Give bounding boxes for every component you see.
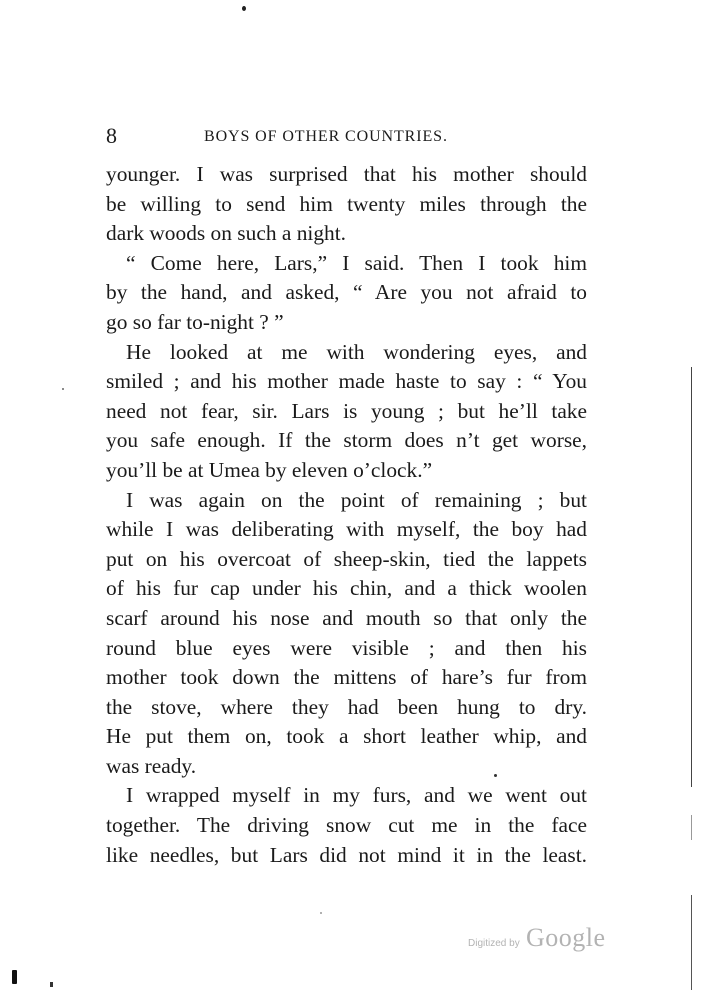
text-line: you safe enough. If the storm does n’t get worse, bbox=[106, 428, 587, 453]
text-line: I was again on the point of remaining ; but bbox=[126, 487, 587, 512]
scan-edge-line bbox=[691, 895, 692, 990]
ink-speck bbox=[62, 388, 64, 390]
text-line: smiled ; and his mother made haste to say : “ You bbox=[106, 369, 587, 394]
text-line: was ready. bbox=[106, 753, 197, 778]
text-line: while I was deliberating with myself, the boy had bbox=[106, 517, 587, 542]
text-line: dark woods on such a night. bbox=[106, 221, 347, 246]
ink-speck bbox=[320, 912, 322, 914]
text-line: “ Come here, Lars,” I said. Then I took him bbox=[126, 250, 587, 275]
text-line: younger. I was surprised that his mother should bbox=[106, 162, 587, 186]
text-line: I wrapped myself in my furs, and we went out bbox=[126, 783, 587, 808]
text-line: you’ll be at Umea by eleven o’clock.” bbox=[106, 457, 433, 482]
text-line: by the hand, and asked, “ Are you not afraid to bbox=[106, 280, 587, 305]
text-line: together. The driving snow cut me in the face bbox=[106, 813, 587, 838]
text-line: He put them on, took a short leather whip, and bbox=[106, 724, 587, 749]
scan-edge-line bbox=[691, 367, 692, 787]
text-line: the stove, where they had been hung to dry. bbox=[106, 694, 587, 719]
text-line: round blue eyes were visible ; and then his bbox=[106, 635, 587, 660]
text-line: go so far to-night ? ” bbox=[106, 309, 284, 334]
scan-edge-line bbox=[691, 815, 692, 840]
text-line: be willing to send him twenty miles through the bbox=[106, 191, 587, 216]
body-text bbox=[106, 160, 587, 870]
ink-speck bbox=[242, 6, 246, 11]
scan-corner-mark bbox=[12, 970, 17, 984]
page-header bbox=[106, 123, 586, 149]
text-line: of his fur cap under his chin, and a thick woolen bbox=[106, 576, 587, 601]
text-line: scarf around his nose and mouth so that only the bbox=[106, 605, 587, 630]
text-line: need not fear, sir. Lars is young ; but he’ll take bbox=[106, 398, 587, 423]
ink-speck bbox=[494, 774, 497, 777]
scan-corner-mark bbox=[50, 982, 53, 987]
page-number: 8 bbox=[106, 123, 117, 148]
watermark-brand: Google bbox=[526, 923, 606, 952]
watermark-prefix: Digitized by bbox=[468, 938, 520, 949]
text-line: He looked at me with wondering eyes, and bbox=[126, 339, 587, 364]
text-line: put on his overcoat of sheep-skin, tied the lappets bbox=[106, 546, 587, 571]
text-line: mother took down the mittens of hare’s fur from bbox=[106, 665, 587, 690]
running-title: BOYS OF OTHER COUNTRIES. bbox=[204, 128, 448, 145]
digitized-watermark bbox=[468, 925, 648, 955]
text-line: like needles, but Lars did not mind it in the least. bbox=[106, 842, 587, 867]
